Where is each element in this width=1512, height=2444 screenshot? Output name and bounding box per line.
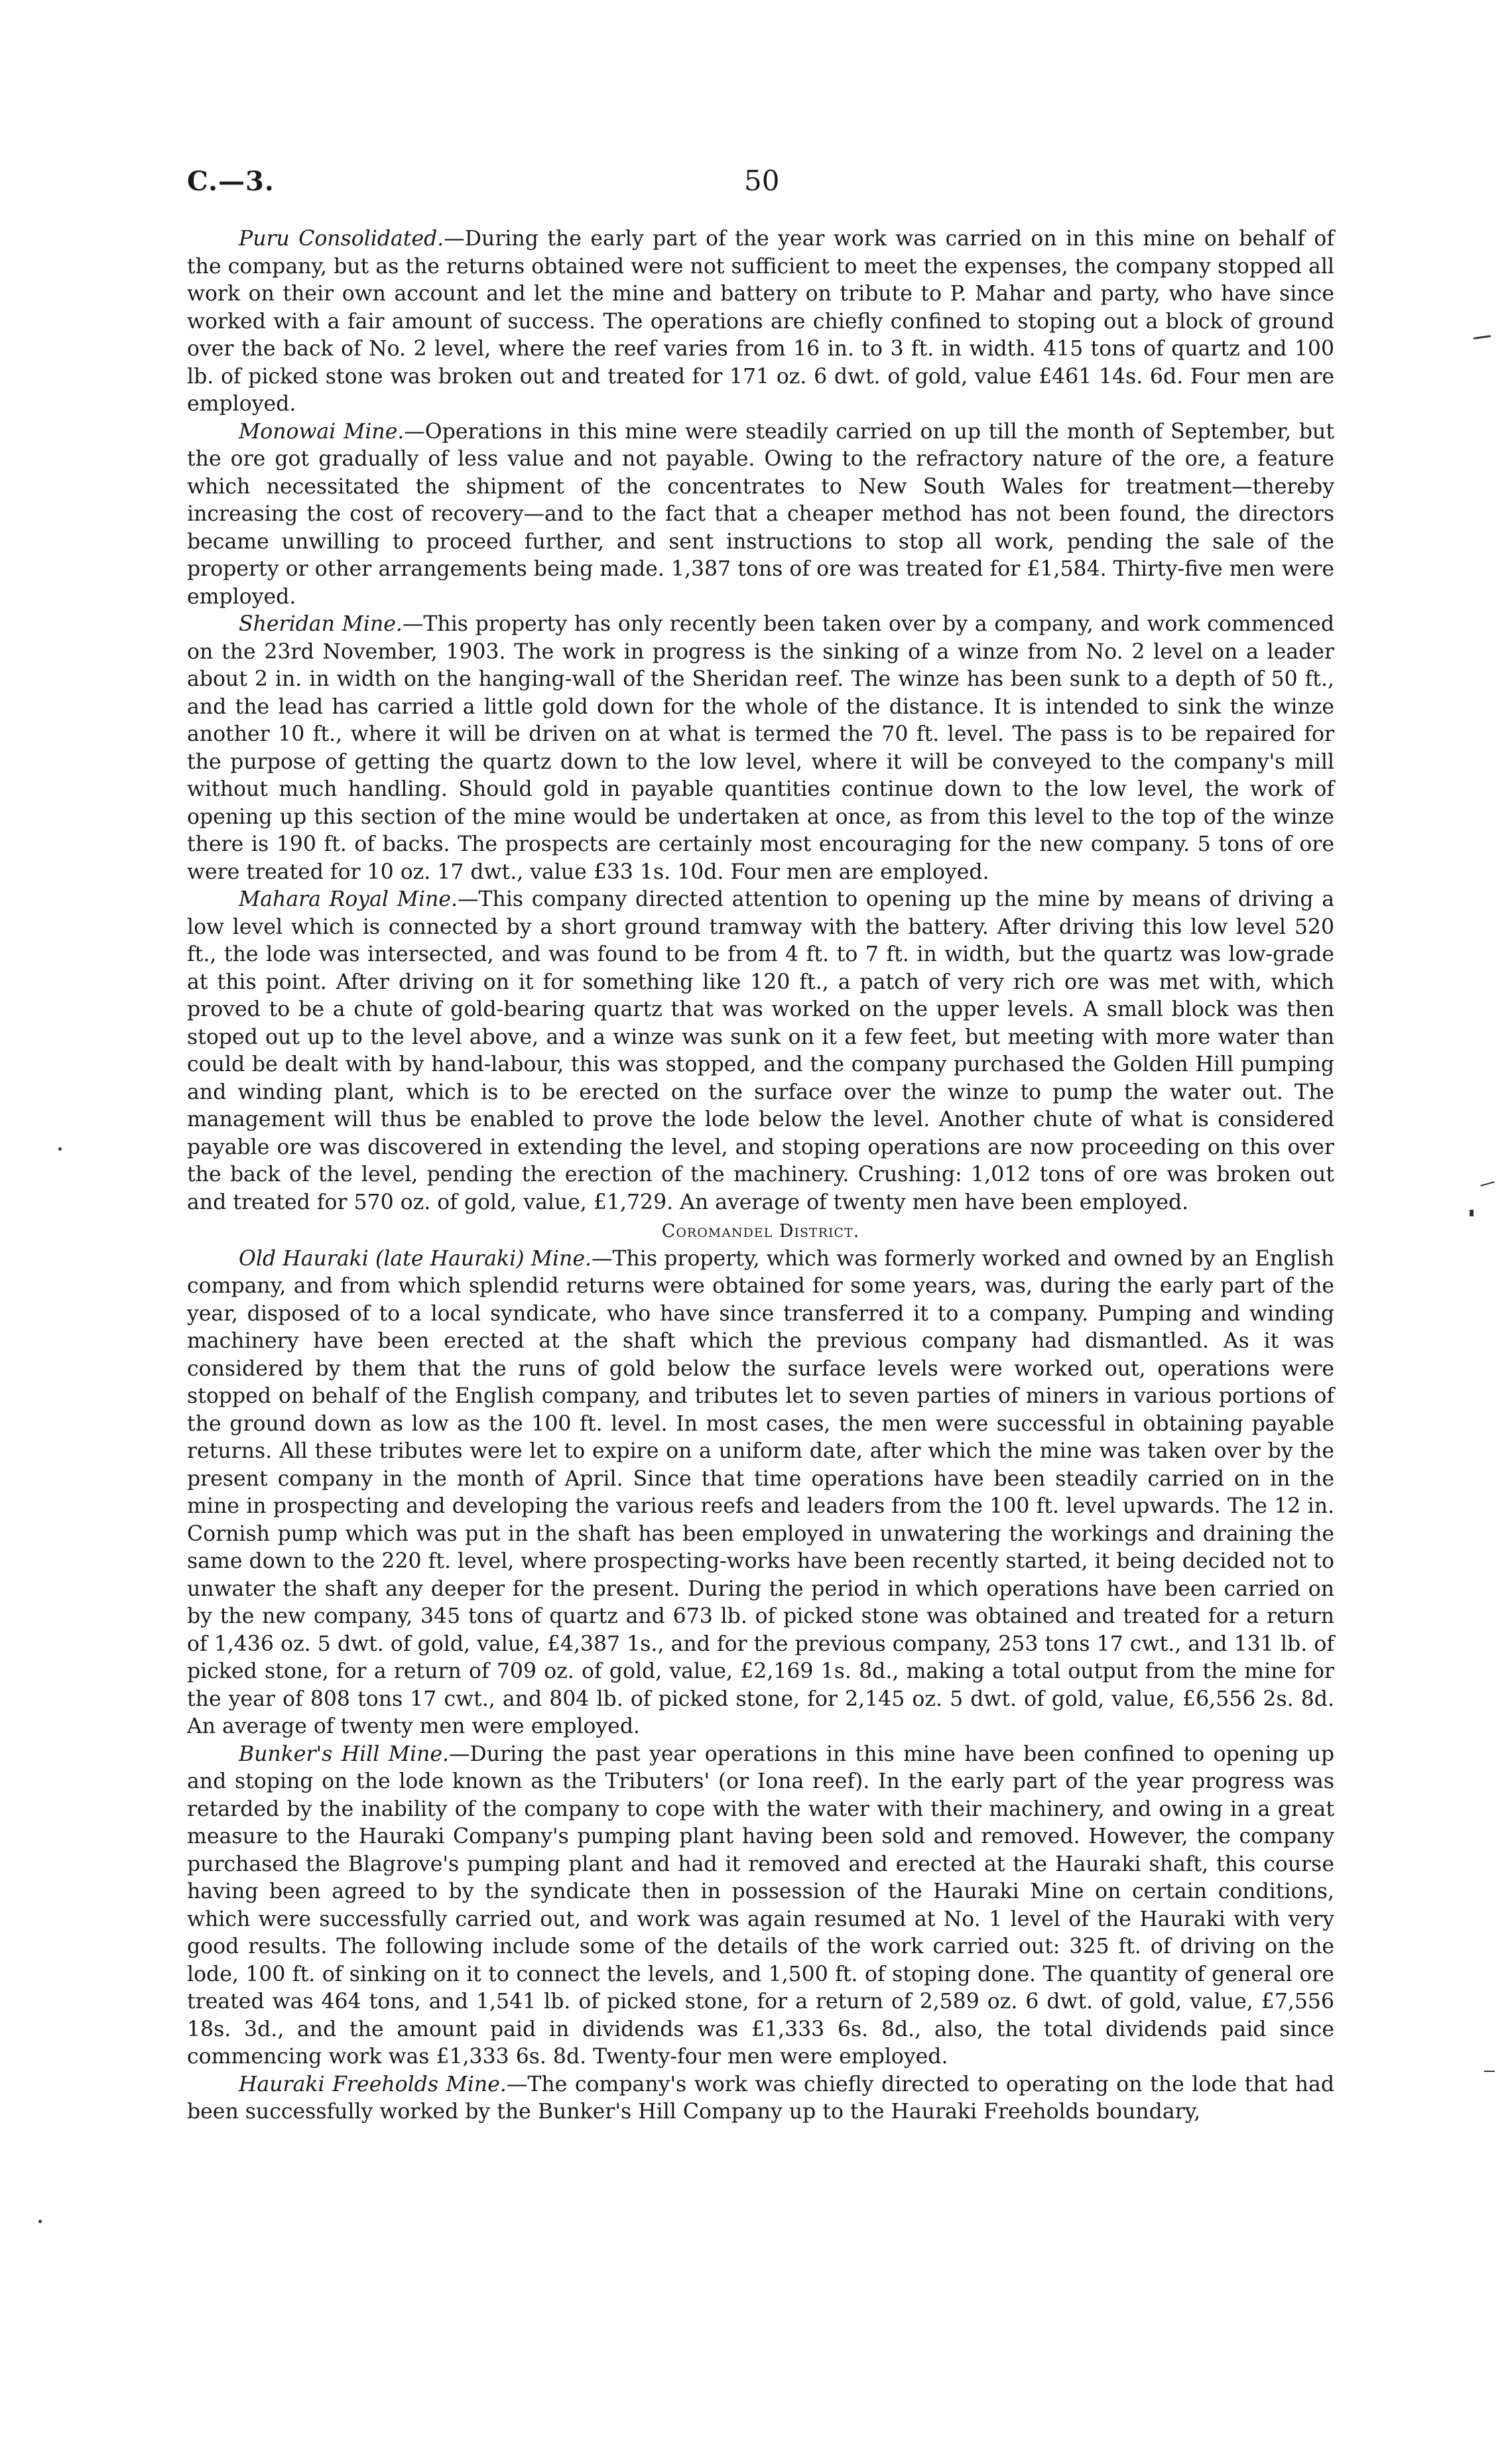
paragraph-old-hauraki xyxy=(187,1246,1334,1741)
document-reference: C.—3. xyxy=(187,166,275,197)
paragraph-text: —Operations in this mine were steadily carried on up till the month of September, but the ore got gradually of less value and not payable. Owing to the refractory nature of the ore, a feature which necessitated the shipment of the concentrates to New South Wales for treatment—thereby increasing the cost of recovery—and to the fact that a cheaper method has not been found, the directors became unwilling to proceed further, and sent instructions to stop all work, pending the sale of the property or other arrangements being made. 1,387 tons of ore was treated for £1,584. Thirty-five men were employed. xyxy=(187,419,1334,609)
margin-mark xyxy=(58,1147,62,1151)
body-text xyxy=(187,225,1334,2126)
page-header xyxy=(187,166,1334,206)
paragraph-lead: Hauraki Freeholds Mine. xyxy=(239,2072,507,2096)
paragraph-monowai xyxy=(187,418,1334,611)
paragraph-text: —During the early part of the year work was carried on in this mine on behalf of the company, but as the returns obtained were not sufficient to meet the expenses, the company stopped all work on their own account and let the mine and battery on tribute to P. Mahar and party, who have since worked with a fair amount of success. The operations are chiefly confined to stoping out a block of ground over the back of No. 2 level, where the reef varies from 16 in. to 3 ft. in width. 415 tons of quartz and 100 lb. of picked stone was broken out and treated for 171 oz. 6 dwt. of gold, value £461 14s. 6d. Four men are employed. xyxy=(187,227,1334,416)
margin-mark xyxy=(1484,2071,1495,2072)
paragraph-text: —This property, which was formerly worked and owned by an English company, and from which splendid returns were obtained for some years, was, during the early part of the year, disposed of to a local syndicate, who have since transferred it to a company. Pumping and winding machinery have been erected at the shaft which the previous company had dismantled. As it was considered by them that the runs of gold below the surface levels were worked out, operations were stopped on behalf of the English company, and tributes let to seven parties of miners in various portions of the ground down as low as the 100 ft. level. In most cases, the men were successful in obtaining payable returns. All these tributes were let to expire on a uniform date, after which the mine was taken over by the present company in the month of April. Since that time operations have been steadily carried on in the mine in prospecting and developing the various reefs and leaders from the 100 ft. level upwards. The 12 in. Cornish pump which was put in the shaft has been employed in unwatering the workings and draining the same down to the 220 ft. level, where prospecting-works have been recently started, it being decided not to unwater the shaft any deeper for the present. During the period in which operations have been carried on by the new company, 345 tons of quartz and 673 lb. of picked stone was obtained and treated for a return of 1,436 oz. 5 dwt. of gold, value, £4,387 1s., and for the previous company, 253 tons 17 cwt., and 131 lb. of picked stone, for a return of 709 oz. of gold, value, £2,169 1s. 8d., making a total output from the mine for the year of 808 tons 17 cwt., and 804 lb. of picked stone, for 2,145 oz. 5 dwt. of gold, value, £6,556 2s. 8d. An average of twenty men were employed. xyxy=(187,1246,1334,1738)
paragraph-text: —During the past year operations in this mine have been confined to opening up and stoping on the lode known as the Tributers' (or Iona reef). In the early part of the year progress was retarded by the inability of the company to cope with the water with their machinery, and owing in a great measure to the Hauraki Company's pumping plant having been sold and removed. However, the company purchased the Blagrove's pumping plant and had it removed and erected at the Hauraki shaft, this course having been agreed to by the syndicate then in possession of the Hauraki Mine on certain conditions, which were successfully carried out, and work was again resumed at No. 1 level of the Hauraki with very good results. The following include some of the details of the work carried out: 325 ft. of driving on the lode, 100 ft. of sinking on it to connect the levels, and 1,500 ft. of stoping done. The quantity of general ore treated was 464 tons, and 1,541 lb. of picked stone, for a return of 2,589 oz. 6 dwt. of gold, value, £7,556 18s. 3d., and the amount paid in dividends was £1,333 6s. 8d., also, the total dividends paid since commencing work was £1,333 6s. 8d. Twenty-four men were employed. xyxy=(187,1742,1334,2069)
margin-mark xyxy=(1474,335,1491,340)
margin-mark xyxy=(1470,1210,1474,1216)
paragraph-bunkers-hill xyxy=(187,1741,1334,2071)
margin-mark xyxy=(1480,1181,1495,1187)
paragraph-lead: Bunker's Hill Mine. xyxy=(239,1742,450,1766)
paragraph-lead: Old Hauraki (late Hauraki) Mine. xyxy=(239,1246,592,1271)
paragraph-lead: Sheridan Mine. xyxy=(239,612,403,636)
paragraph-text: —The company's work was chiefly directed to operating on the lode that had been successfully worked by the Bunker's Hill Company up to the Hauraki Freeholds boundary, xyxy=(187,2072,1334,2124)
margin-mark xyxy=(38,2220,42,2223)
paragraph-hauraki-freeholds xyxy=(187,2071,1334,2126)
page-number: 50 xyxy=(744,164,780,197)
paragraph-text: —This property has only recently been taken over by a company, and work commenced on the 23rd November, 1903. The work in progress is the sinking of a winze from No. 2 level on a leader about 2 in. in width on the hanging-wall of the Sheridan reef. The winze has been sunk to a depth of 50 ft., and the lead has carried a little gold down for the whole of the distance. It is intended to sink the winze another 10 ft., where it will be driven on at what is termed the 70 ft. level. The pass is to be repaired for the purpose of getting the quartz down to the low level, where it will be conveyed to the company's mill without much handling. Should gold in payable quantities continue down to the low level, the work of opening up this section of the mine would be undertaken at once, as from this level to the top of the winze there is 190 ft. of backs. The prospects are certainly most encouraging for the new company. 5 tons of ore were treated for 10 oz. 17 dwt., value £33 1s. 10d. Four men are employed. xyxy=(187,612,1334,884)
district-heading: Coromandel District. xyxy=(661,1221,860,1242)
paragraph-lead: Puru Consolidated. xyxy=(239,227,444,251)
paragraph-text: —This company directed attention to opening up the mine by means of driving a low level which is connected by a short ground tramway with the battery. After driving this low level 520 ft., the lode was intersected, and was found to be from 4 ft. to 7 ft. in width, but the quartz was low-grade at this point. After driving on it for something like 120 ft., a patch of very rich ore was met with, which proved to be a chute of gold-bearing quartz that was worked on the upper levels. A small block was then stoped out up to the level above, and a winze was sunk on it a few feet, but meeting with more water than could be dealt with by hand-labour, this was stopped, and the company purchased the Golden Hill pumping and winding plant, which is to be erected on the surface over the winze to pump the water out. The management will thus be enabled to prove the lode below the level. Another chute of what is considered payable ore was discovered in extending the level, and stoping operations are now proceeding on this over the back of the level, pending the erection of the machinery. Crushing: 1,012 tons of ore was broken out and treated for 570 oz. of gold, value, £1,729. An average of twenty men have been employed. xyxy=(187,887,1334,1214)
paragraph-sheridan xyxy=(187,611,1334,886)
paragraph-mahara xyxy=(187,886,1334,1216)
paragraph-lead: Mahara Royal Mine. xyxy=(239,887,458,911)
paragraph-lead: Monowai Mine. xyxy=(239,419,405,444)
paragraph-puru xyxy=(187,225,1334,418)
